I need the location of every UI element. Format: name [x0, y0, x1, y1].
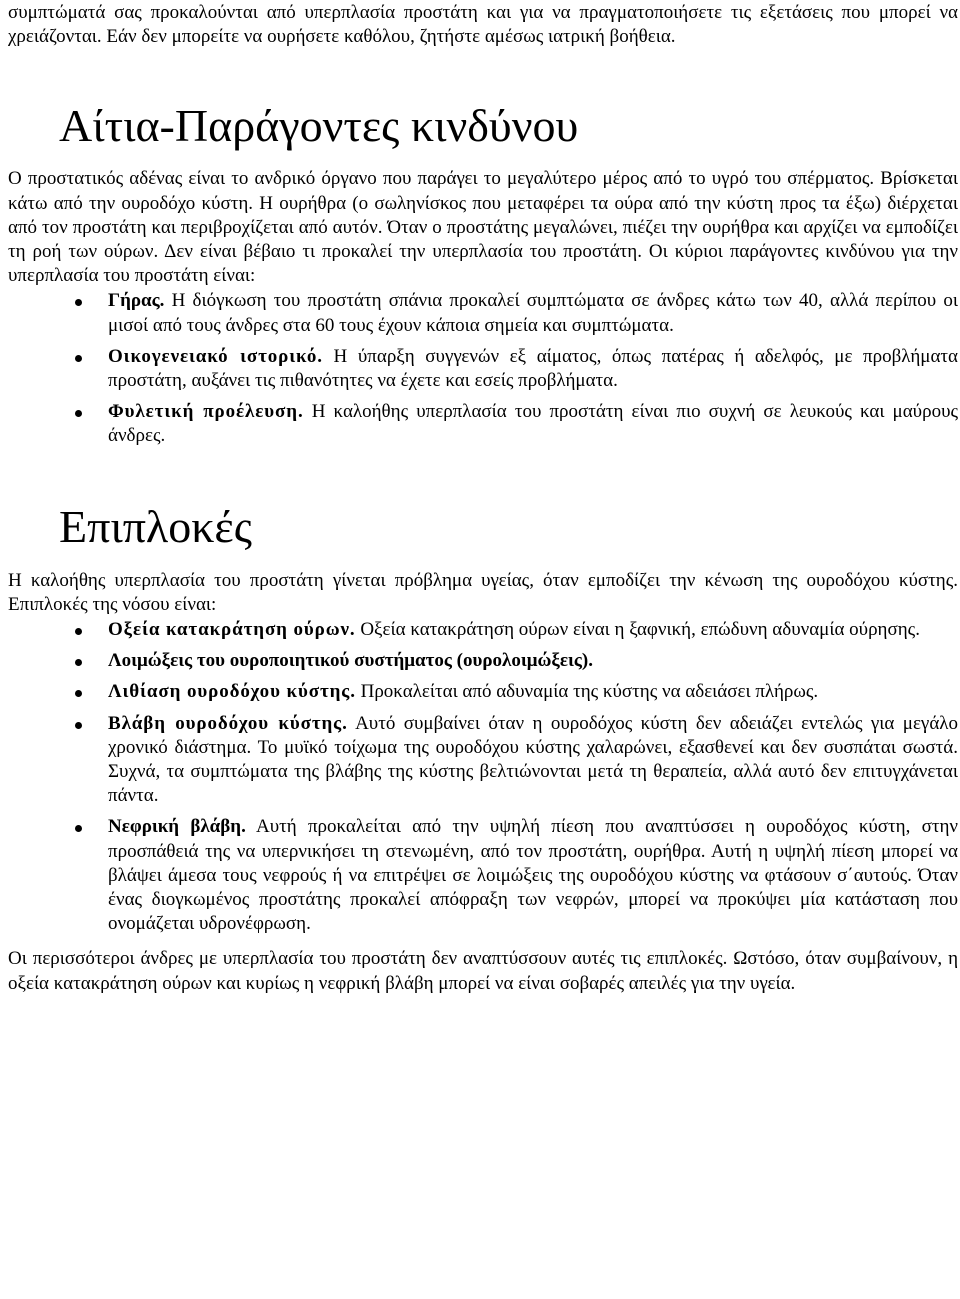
risk-factor-list — [8, 289, 958, 448]
bullet-icon — [75, 722, 82, 729]
list-item-text: Η καλοήθης υπερπλασία του προστάτη είναι πιο συχνή σε λευκούς και μαύρους άνδρες. — [108, 401, 958, 447]
bullet-icon — [75, 628, 82, 635]
list-item-term: Φυλετική προέλευση. — [108, 401, 304, 423]
list-item-text: Οξεία κατακράτηση ούρων είναι η ξαφνική, επώδυνη αδυναμία ούρησης. — [355, 619, 920, 641]
complications-list — [8, 618, 958, 936]
list-item-term: Λιθίαση ουροδόχου κύστης. — [108, 681, 356, 703]
list-item — [8, 712, 958, 809]
bullet-icon — [75, 690, 82, 697]
list-item — [8, 400, 958, 448]
list-item — [8, 618, 958, 642]
list-item — [8, 289, 958, 337]
bullet-icon — [75, 825, 82, 832]
list-item-term: Λοιμώξεις του ουροποιητικού συστήματος (ουρολοιμώξεις). — [108, 650, 593, 672]
document-page — [8, 0, 958, 996]
list-item — [8, 680, 958, 704]
list-item-text: Προκαλείται από αδυναμία της κύστης να αδειάσει πλήρως. — [355, 681, 819, 703]
bullet-icon — [75, 659, 82, 666]
list-item-text: Η διόγκωση του προστάτη σπάνια προκαλεί συμπτώματα σε άνδρες κάτω των 40, αλλά περίπου οι μισοί από τους άνδρες στα 60 τους έχουν κάποια σημεία και συμπτώματα. — [108, 290, 958, 336]
list-item-text: Αυτή προκαλείται από την υψηλή πίεση που αναπτύσσει η ουροδόχος κύστη, στην προσπάθειά της να υπερνικήσει τη στενωμένη, από τον προστάτη, ουρήθρα. Αυτή η υψηλή πίεση μπορεί να βλάψει άμεσα τους νεφρούς ή να επιτρέψει σε λοιμώξεις της ουροδόχου κύστης να φτάσουν σ΄αυτούς. Όταν ένας διογκωμένος προστάτης προκαλεί απόφραξη των νεφρών, μπορεί να προκύψει μία κατάσταση που ονομάζεται υδρονέφρωση. — [108, 816, 958, 935]
list-item — [8, 345, 958, 393]
outro-paragraph: Οι περισσότεροι άνδρες με υπερπλασία του προστάτη δεν αναπτύσσουν αυτές τις επιπλοκές. Ωστόσο, όταν συμβαίνουν, η οξεία κατακράτηση ούρων και κυρίως η νεφρική βλάβη μπορεί να είναι σοβαρές απειλές για την υγεία. — [8, 948, 958, 994]
bullet-icon — [75, 355, 82, 362]
causes-paragraph: Ο προστατικός αδένας είναι το ανδρικό όργανο που παράγει το μεγαλύτερο μέρος από το υγρό του σπέρματος. Βρίσκεται κάτω από την ουροδόχο κύστη. Η ουρήθρα (ο σωληνίσκος που μεταφέρει τα ούρα από την κύστη προς τα έξω) διέρχεται από τον προστάτη και περιβροχίζεται από αυτόν. Όταν ο προστάτης μεγαλώνει, πιέζει την ουρήθρα και αρχίζει να εμποδίζει τη ροή των ούρων. Δεν είναι βέβαιο τι προκαλεί την υπερπλασία του προστάτη. Οι κύριοι παράγοντες κινδύνου για την υπερπλασία του προστάτη είναι: — [8, 168, 958, 287]
list-item-term: Βλάβη ουροδόχου κύστης. — [108, 712, 348, 734]
causes-heading: Αίτια-Παράγοντες κινδύνου — [59, 100, 579, 152]
complications-heading: Επιπλοκές — [59, 500, 252, 552]
list-item-term: Οξεία κατακράτηση ούρων. — [108, 619, 356, 641]
list-item-term: Οικογενειακό ιστορικό. — [108, 345, 323, 367]
list-item — [8, 649, 958, 673]
list-item-text: Αυτό συμβαίνει όταν η ουροδόχος κύστη δεν αδειάζει εντελώς για μεγάλο χρονικό διάστημα. Το μυϊκό τοίχωμα της ουροδόχου κύστης χαλαρώνει, εξασθενεί και δεν συσπάται σωστά. Συχνά, τα συμπτώματα της βλάβης της κύστης βελτιώνονται μετά τη θεραπεία, αλλά αυτό δεν επιτυγχάνεται πάντα. — [108, 712, 958, 807]
list-item-term: Νεφρική βλάβη. — [108, 816, 246, 838]
list-item-term: Γήρας. — [108, 290, 165, 312]
bullet-icon — [75, 299, 82, 306]
list-item-text: Η ύπαρξη συγγενών εξ αίματος, όπως πατέρας ή αδελφός, με προβλήματα προστάτη, αυξάνει τις πιθανότητες να έχετε και εσείς προβλήματα. — [108, 345, 958, 392]
intro-paragraph: συμπτώματά σας προκαλούνται από υπερπλασία προστάτη και για να πραγματοποιήσετε τις εξετάσεις που μπορεί να χρειάζονται. Εάν δεν μπορείτε να ουρήσετε καθόλου, ζητήστε αμέσως ιατρική βοήθεια. — [8, 2, 958, 48]
bullet-icon — [75, 410, 82, 417]
list-item — [8, 815, 958, 936]
complications-paragraph: Η καλοήθης υπερπλασία του προστάτη γίνεται πρόβλημα υγείας, όταν εμποδίζει την κένωση της ουροδόχου κύστης. Επιπλοκές της νόσου είναι: — [8, 569, 958, 615]
